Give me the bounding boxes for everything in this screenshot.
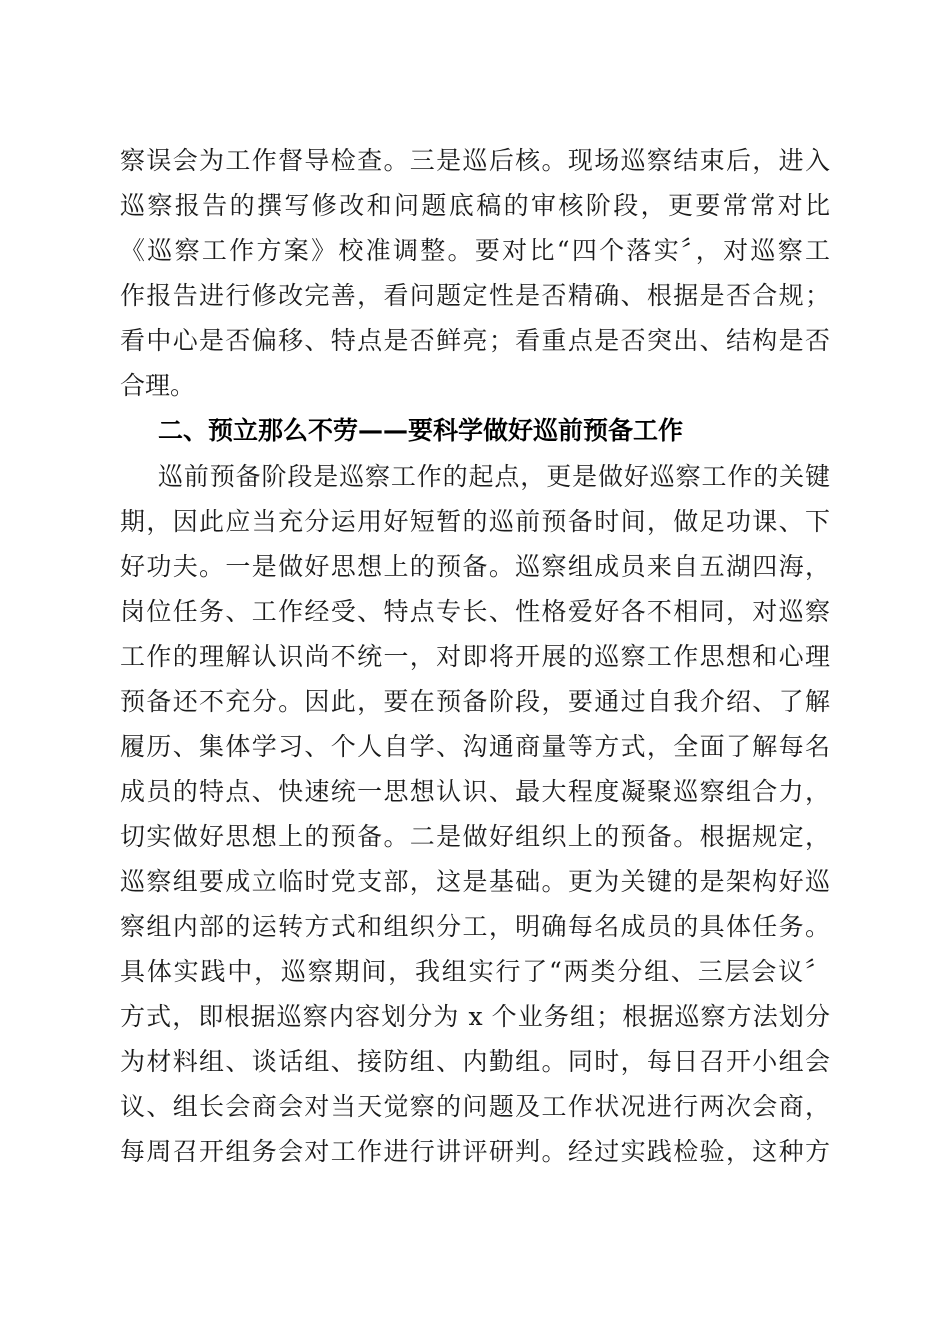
paragraph-1-line-6: 合理。 <box>120 371 196 400</box>
paragraph-2-line-3: 好功夫。一是做好思想上的预备。巡察组成员来自五湖四海， <box>120 552 830 581</box>
paragraph-2-line-9: 切实做好思想上的预备。二是做好组织上的预备。根据规定， <box>120 822 830 851</box>
paragraph-2-line-8: 成员的特点、快速统一思想认识、最大程度凝聚巡察组合力， <box>120 777 830 806</box>
paragraph-1-line-1: 察误会为工作督导检查。三是巡后核。现场巡察结束后，进入 <box>120 146 830 175</box>
paragraph-1-line-5: 看中心是否偏移、特点是否鲜亮；看重点是否突出、结构是否 <box>120 326 830 355</box>
paragraph-2-line-5: 工作的理解认识尚不统一，对即将开展的巡察工作思想和心理 <box>120 642 830 671</box>
paragraph-1-line-3: 《巡察工作方案》校准调整。要对比“四个落实〞，对巡察工 <box>120 236 830 265</box>
paragraph-2-line-10: 巡察组要成立临时党支部，这是基础。更为关键的是架构好巡 <box>120 867 830 896</box>
paragraph-2-line-15: 议、组长会商会对当天觉察的问题及工作状况进行两次会商， <box>120 1092 830 1121</box>
paragraph-1-line-2: 巡察报告的撰写修改和问题底稿的审核阶段，更要常常对比 <box>120 191 830 220</box>
paragraph-2-line-16: 每周召开组务会对工作进行讲评研判。经过实践检验，这种方 <box>120 1137 830 1166</box>
paragraph-1-line-4: 作报告进行修改完善，看问题定性是否精确、根据是否合规； <box>120 281 830 310</box>
paragraph-2-line-6: 预备还不充分。因此，要在预备阶段，要通过自我介绍、了解 <box>120 687 830 716</box>
section-heading: 二、预立那么不劳——要科学做好巡前预备工作 <box>158 416 684 445</box>
paragraph-2-line-12: 具体实践中，巡察期间，我组实行了“两类分组、三层会议〞 <box>120 957 830 986</box>
paragraph-2-line-4: 岗位任务、工作经受、特点专长、性格爱好各不相同，对巡察 <box>120 597 830 626</box>
paragraph-2-line-14: 为材料组、谈话组、接防组、内勤组。同时，每日召开小组会 <box>120 1047 830 1076</box>
paragraph-2-line-2: 期，因此应当充分运用好短暂的巡前预备时间，做足功课、下 <box>120 507 830 536</box>
paragraph-2-line-13: 方式，即根据巡察内容划分为 x 个业务组；根据巡察方法划分 <box>120 1002 830 1031</box>
paragraph-2-line-11: 察组内部的运转方式和组织分工，明确每名成员的具体任务。 <box>120 912 830 941</box>
paragraph-2-line-7: 履历、集体学习、个人自学、沟通商量等方式，全面了解每名 <box>120 732 830 761</box>
paragraph-2-line-1: 巡前预备阶段是巡察工作的起点，更是做好巡察工作的关键 <box>158 462 830 491</box>
